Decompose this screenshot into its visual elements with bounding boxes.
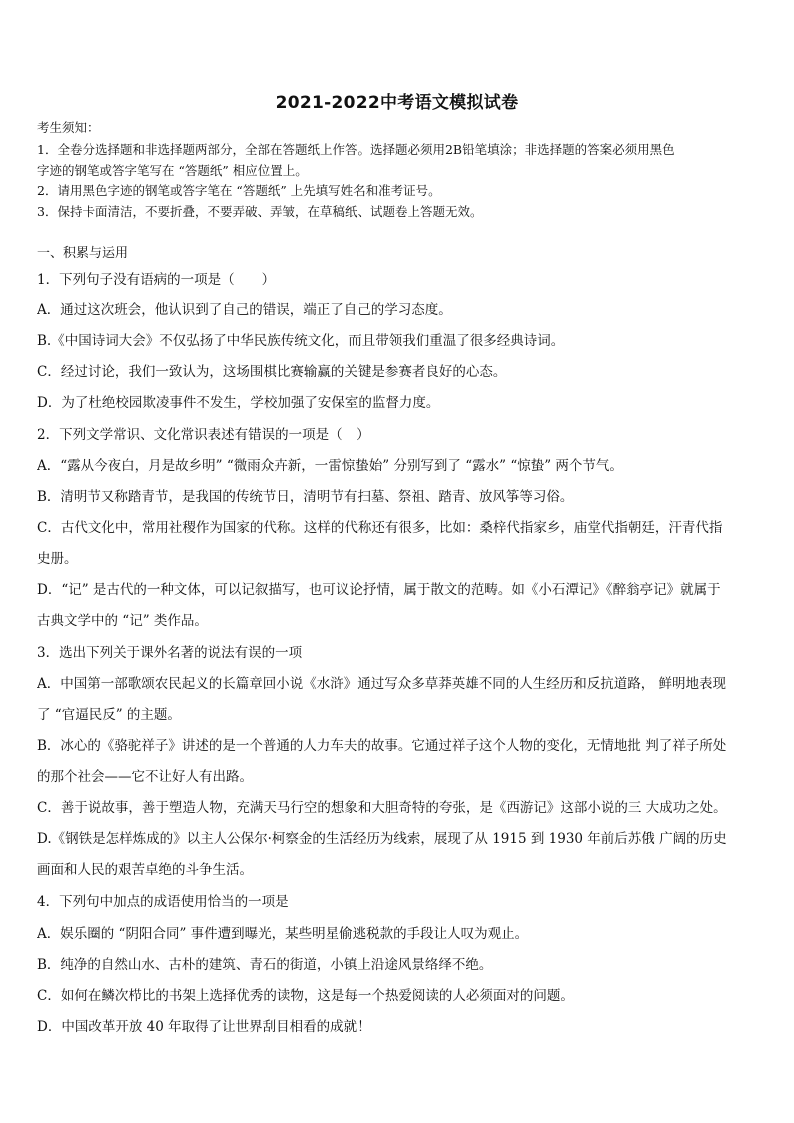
notice-line: 字迹的钢笔或答字笔写在 “答题纸” 相应位置上。: [37, 163, 308, 178]
question-option: A．中国第一部歌颂农民起义的长篇章回小说《水浒》通过写众多草莽英雄不同的人生经历和反抗道路， 鲜明地表现: [37, 676, 727, 692]
question-stem: 1．下列句子没有语病的一项是（ ）: [37, 272, 276, 288]
question-option: A．娱乐圈的 “阴阳合同” 事件遭到曝光，某些明星偷逃税款的手段让人叹为观止。: [37, 926, 529, 942]
question-option: C．善于说故事，善于塑造人物，充满天马行空的想象和大胆奇特的夸张，是《西游记》这部小说的三 大成功之处。: [37, 800, 727, 816]
notice-heading: 考生须知：: [37, 120, 100, 135]
question-option: C．经过讨论，我们一致认为，这场围棋比赛输赢的关键是参赛者良好的心态。: [37, 364, 507, 380]
question-option: 古典文学中的 “记” 类作品。: [37, 613, 208, 629]
section-heading: 一、积累与运用: [37, 246, 129, 261]
question-option: D．“记” 是古代的一种文体，可以记叙描写，也可议论抒情，属于散文的范畴。如《小石潭记》《醉翁亭记》就属于: [37, 582, 721, 598]
question-stem: 3．选出下列关于课外名著的说法有误的一项: [37, 645, 303, 661]
question-stem: 4．下列句中加点的成语使用恰当的一项是: [37, 894, 289, 910]
notice-line: 2．请用黑色字迹的钢笔或答字笔在 “答题纸” 上先填写姓名和准考证号。: [37, 183, 441, 198]
question-option: C．如何在鳞次栉比的书架上选择优秀的读物，这是每一个热爱阅读的人必须面对的问题。: [37, 988, 574, 1004]
notice-line: 3．保持卡面清洁，不要折叠，不要弄破、弄皱，在草稿纸、试题卷上答题无效。: [37, 204, 483, 219]
question-stem: 2．下列文学常识、文化常识表述有错误的一项是（ ）: [37, 427, 370, 443]
question-option: D.《钢铁是怎样炼成的》以主人公保尔·柯察金的生活经历为线索，展现了从 1915 到 1930 年前后苏俄 广阔的历史: [37, 831, 727, 847]
question-option: D．中国改革开放 40 年取得了让世界刮目相看的成就！: [37, 1019, 371, 1035]
question-option: 史册。: [37, 551, 78, 567]
question-option: A．通过这次班会，他认识到了自己的错误，端正了自己的学习态度。: [37, 302, 452, 318]
question-option: B.《中国诗词大会》不仅弘扬了中华民族传统文化，而且带领我们重温了很多经典诗词。: [37, 333, 565, 349]
question-option: B．冰心的《骆驼祥子》讲述的是一个普通的人力车夫的故事。它通过祥子这个人物的变化，无情地批 判了祥子所处: [37, 738, 727, 754]
notice-line: 1．全卷分选择题和非选择题两部分，全部在答题纸上作答。选择题必须用2B铅笔填涂；非选择题的答案必须用黑色: [37, 142, 675, 157]
question-option: 的那个社会——它不让好人有出路。: [37, 769, 253, 785]
question-option: 画面和人民的艰苦卓绝的斗争生活。: [37, 862, 253, 878]
question-option: A．“露从今夜白，月是故乡明” “微雨众卉新，一雷惊蛰始” 分别写到了 “露水” “惊蛰” 两个节气。: [37, 458, 623, 474]
question-option: 了 “官逼民反” 的主题。: [37, 707, 181, 723]
question-option: C．古代文化中，常用社稷作为国家的代称。这样的代称还有很多，比如：桑梓代指家乡，庙堂代指朝廷，汗青代指: [37, 520, 723, 536]
question-option: D．为了杜绝校园欺凌事件不发生，学校加强了安保室的监督力度。: [37, 395, 440, 411]
exam-title: 2021-2022中考语文模拟试卷: [275, 93, 519, 113]
question-option: B．清明节又称踏青节，是我国的传统节日，清明节有扫墓、祭祖、踏青、放风筝等习俗。: [37, 489, 574, 505]
question-option: B．纯净的自然山水、古朴的建筑、青石的街道，小镇上沿途风景络绎不绝。: [37, 957, 493, 973]
